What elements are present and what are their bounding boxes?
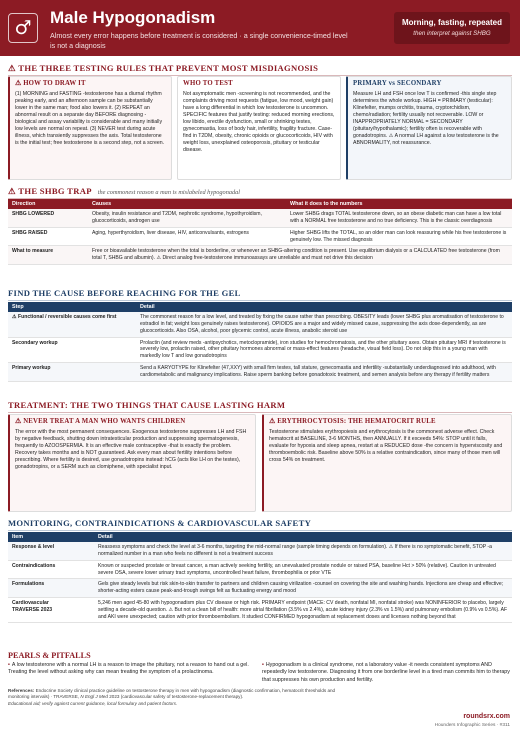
table-row [8,209,512,227]
table-cell: Obesity, insulin resistance and T2DM, nephrotic syndrome, hypothyroidism, glucocorticoids, androgen use [88,209,286,227]
table-cell: 5,246 men aged 45-80 with hypogonadism plus CV disease or high risk. PRIMARY endpoint (MACE: CV death, nonfatal MI, nonfatal stroke) was NONINFERIOR to placebo, largely settling a decade-old question. ⚠ But not a clean bill of health: more atrial fibrillation (3.5% vs 2.4%), acute kidney injury (2.3% vs 1.5%) and pulmonary embolism (0.9% vs 0.5%). AF and AKI were unexpected; caution with prior thromboembolism. It studied CONFIRMED hypogonadism at replacement doses and licenses nothing beyond that [94,598,512,623]
card-body: Measure LH and FSH once low T is confirmed -this single step determines the whole workup. HIGH = PRIMARY (testicular): Klinefelter, mumps orchitis, trauma, cryptorchidism, chemo/radiation; fertility usually not recoverable. LOW or INAPPROPRIATELY NORMAL = SECONDARY (pituitary/hypothalamic); fertility often is recoverable with gonadotropins. ⚠ A normal LH against a low testosterone is the ABNORMALITY, not reassurance. [353,90,499,147]
table-row [8,560,512,579]
table-row [8,363,512,382]
references-line: 2023 (cardiovascular safety of testosterone-replacement therapy). [109,694,244,700]
table-cell: Higher SHBG lifts the TOTAL, so an older man can look reassuring while his free testosterone is genuinely low. The missed diagnosis [286,227,512,246]
section-heading-monitoring: MONITORING, CONTRAINDICATIONS & CARDIOVASCULAR SAFETY [8,518,512,531]
card-primary-vs-secondary [346,76,512,180]
table-header: Detail [136,302,512,312]
shbg-subheading: the commonest reason a man is mislabeled hypogonadal [97,189,241,196]
references [8,688,348,707]
section-heading-pearls: PEARLS & PITFALLS [8,651,91,660]
card-title: ⚠ NEVER TREAT A MAN WHO WANTS CHILDREN [15,418,186,425]
card-how-to-draw [8,76,172,180]
card-title: ⚠ ERYTHROCYTOSIS: THE HEMATOCRIT RULE [269,418,436,425]
table-row [8,579,512,598]
pearl-item [8,662,254,677]
footer-series: Hounders Infographic Series · #311 [434,723,510,728]
pearl-text: A low testosterone with a normal LH is a reason to image the pituitary, not a reason to hand out a gel. Treating the level without asking why can mean treating the symptom of a prolactinoma. [8,662,249,676]
table-cell: SHBG LOWERED [8,209,88,227]
pearl-item [262,662,512,684]
card-body: Testosterone stimulates erythropoiesis and erythrocytosis is the commonest adverse effect. Check hematocrit at BASELINE, 3-6 MONTHS, then ANNUALLY. If it exceeds 54%: STOP until it falls, evaluate for hypoxia and sleep apnea, restart at a REDUCED dose -the concern is hyperviscosity and thromboembolic risk. Baseline above 50% is a relative contraindication, since many of those men will cross 54% on treatment. [269,428,503,464]
table-header: Item [8,532,94,542]
table-cell: Gels give steady levels but risk skin-to-skin transfer to partners and children causing virilization -counsel on covering the site and washing hands. Injections are cheap and effective; shorter-acting esters cause peak-and-trough swings felt as fluctuating energy and mood [94,579,512,598]
table-cell: Response & level [8,542,94,560]
card-body: (1) MORNING and FASTING -testosterone has a diurnal rhythm peaking early, and an afternoon sample can be substantially lower in the same man; food also lowers it. (2) REPEAT an abnormal result on a separate day BEFORE diagnosing -biological and assay variability is considerable and many initially low levels are normal on repeat. (3) NEVER test during acute illness, which transiently suppresses the axis. Total testosterone is the initial test; free testosterone is a second step, not a screen. [15,90,165,147]
card-erythrocytosis [262,414,512,512]
card-who-to-test [177,76,341,180]
header-callout [394,12,510,44]
references-label: References: [8,688,35,693]
section-heading-testing-rules: ⚠ THE THREE TESTING RULES THAT PREVENT MOST MISDIAGNOSIS [8,63,512,76]
card-fertility [8,414,256,512]
table-header: Causes [88,199,286,209]
table-row [8,598,512,623]
page-title: Male Hypogonadism [50,8,216,27]
table-cell: Free or bioavailable testosterone when the total is borderline, or whenever an SHBG-altering condition is present. Use equilibrium dialysis or a CALCULATED free testosterone (from total T, SHBG and albumin). ⚠ Direct analog free-testosterone immunoassays are unreliable and must not drive this decision [88,246,512,265]
bullet-icon: • [262,662,264,668]
table-cell: The commonest reason for a low level, and treated by fixing the cause rather than prescribing. OBESITY leads (lower SHBG plus aromatisation of testosterone to estradiol in fat; weight loss genuinely raises testosterone). OPIOIDS are a major and widely missed cause, suppressing the axis dose-dependently, as are glucocorticoids. Also OSA, alcohol, poor glycemic control, acute illness, anabolic steroid use [136,312,512,337]
bullet-icon: • [8,662,10,668]
page-subtitle: Almost every error happens before treatment is considered · a single convenience-timed level is not a diagnosis [50,31,348,50]
footer-site-link[interactable]: roundsrx.com [463,713,510,720]
card-title: ⚠ HOW TO DRAW IT [15,80,86,87]
pearl-text: Hypogonadism is a clinical syndrome, not a laboratory value -it needs consistent symptoms AND repeatedly low testosterone. Diagnosing it from one borderline level in a tired man commits him to therapy that suppresses his own production and fertility. [262,662,510,683]
table-row [8,337,512,362]
table-row [8,312,512,337]
disclaimer: Educational aid; verify against current guidance, local formulary and patient factors. [8,700,178,706]
table-header: Detail [94,532,512,542]
card-body: The error with the most permanent consequences. Exogenous testosterone suppresses LH and FSH by negative feedback, shutting down intratesticular production and suppressing spermatogenesis, frequently to AZOOSPERMIA. It is an effective male contraceptive -that is exactly the problem. Recovery takes months and is NOT guaranteed. Ask every man about fertility intentions before prescribing. Where fertility is desired, use gonadotropins instead: hCG (acts like LH on the testes), gonadotropins, or a SERM such as clomiphene, with specialist input. [15,428,247,471]
table-cell: Secondary workup [8,337,136,362]
table-cell: Reassess symptoms and check the level at 3-6 months, targeting the mid-normal range (sample timing depends on formulation). ⚠ If there is no symptomatic benefit, STOP -a normalized number in a man who feels no different is not a treatment success [94,542,512,560]
table-row [8,246,512,265]
shbg-heading: ⚠ THE SHBG TRAP [8,186,92,196]
table-header: Direction [8,199,88,209]
section-heading-harm: TREATMENT: THE TWO THINGS THAT CAUSE LASTING HARM [8,400,512,413]
references-journal: N Engl J Med [80,694,108,700]
header [0,0,520,56]
card-title: WHO TO TEST [183,80,233,87]
table-cell: Aging, hyperthyroidism, liver disease, HIV, anticonvulsants, estrogens [88,227,286,246]
header-callout-line2: then interpret against SHBG [413,29,491,37]
monitoring-table [8,532,512,623]
table-cell: Formulations [8,579,94,598]
section-heading-find-cause: FIND THE CAUSE BEFORE REACHING FOR THE GEL [8,288,512,301]
table-cell: SHBG RAISED [8,227,88,246]
section-heading-shbg [8,186,512,199]
shbg-table [8,199,512,265]
table-cell: Prolactin (and review meds -antipsychotics, metoclopramide), iron studies for hemochromatosis, and the other pituitary axes. Obtain pituitary MRI if testosterone is severely low, prolactin raised, other pituitary hormones abnormal or mass-effect features (headache, visual field loss). Do not skip this in a young man with markedly low T and low gonadotropins [136,337,512,362]
male-symbol-icon: ♂ [8,13,38,43]
table-header: What it does to the numbers [286,199,512,209]
table-cell: What to measure [8,246,88,265]
table-row [8,227,512,246]
table-cell: Lower SHBG drags TOTAL testosterone down, so an obese diabetic man can have a low total with a NORMAL free testosterone and no true deficiency. This is the classic overdiagnosis [286,209,512,227]
table-cell: Known or suspected prostate or breast cancer, a man actively seeking fertility, an unevaluated prostate nodule or raised PSA, baseline Hct > 50% (relative). Caution in untreated severe OSA, severe lower urinary tract symptoms, uncontrolled heart failure, thrombophilia or prior VTE [94,560,512,579]
card-body: Not asymptomatic men -screening is not recommended, and the complaints driving most requests (fatigue, low mood, weight gain) have a long differential in which low testosterone is uncommon. SPECIFIC features that justify testing: reduced morning erections, low libido, erectile dysfunction, small or shrinking testes, gynecomastia, loss of body hair, infertility, fragility fracture. Case-find in T2DM, obesity, chronic opioids or glucocorticoids, HIV with weight loss, unexplained osteoporosis, pituitary or testicular disease. [183,90,335,154]
table-row [8,542,512,560]
table-cell: Cardiovascular TRAVERSE 2023 [8,598,94,623]
table-header: Step [8,302,136,312]
references-line: Endocrine Society clinical practice guideline on testosterone therapy in men with hypogonadism (diagnostic confirmation, hematocrit thresholds and monitoring intervals) · TRAVERSE, [8,688,336,700]
table-cell: Contraindications [8,560,94,579]
header-callout-line1: Morning, fasting, repeated [401,18,502,27]
table-cell: Primary workup [8,363,136,382]
card-title: PRIMARY vs SECONDARY [353,80,442,87]
cause-table [8,302,512,382]
table-cell: Send a KARYOTYPE for Klinefelter (47,XXY) with small firm testes, tall stature, gynecomastia and infertility -substantially underdiagnosed into adulthood, with cardiometabolic and malignancy implications. Raise sperm banking before gonadotoxic treatment, and semen analysis before any therapy if fertility matters [136,363,512,382]
table-cell: ⚠ Functional / reversible causes come first [8,312,136,337]
